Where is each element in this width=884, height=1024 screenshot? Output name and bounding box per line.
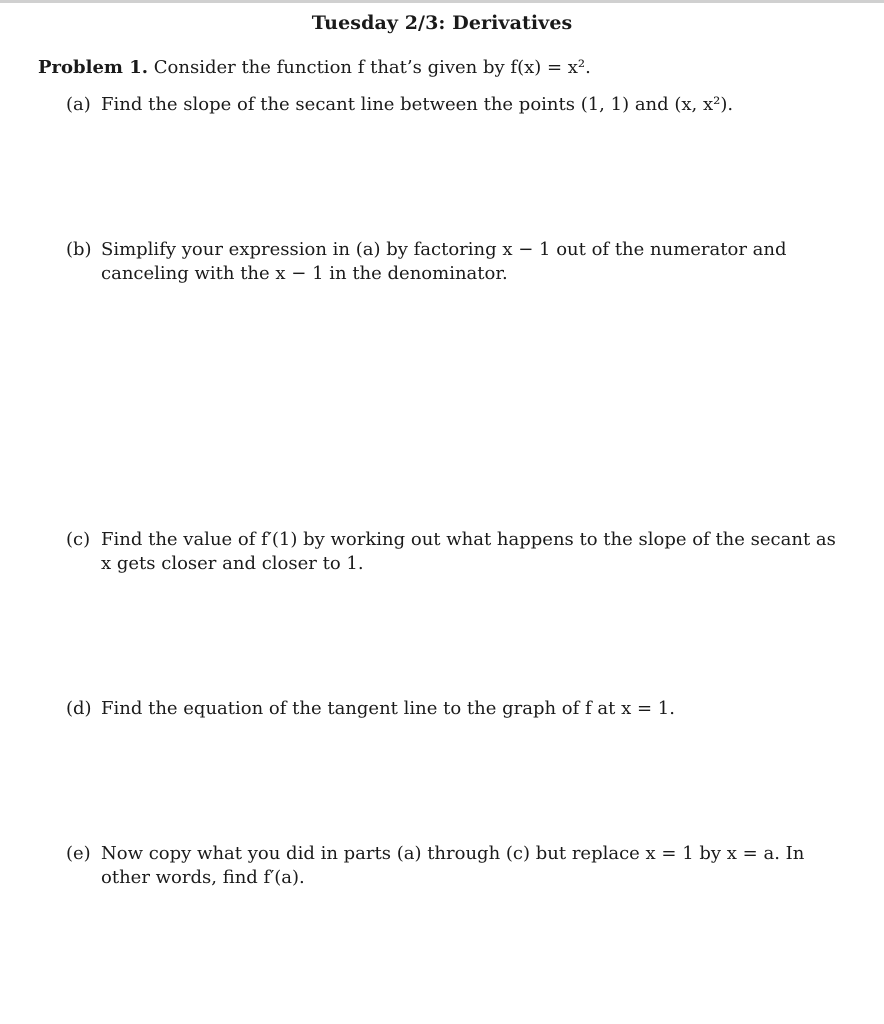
part-a — [66, 93, 836, 117]
part-text: Find the slope of the secant line between the points (1, 1) and (x, x²). — [101, 94, 734, 115]
problem-text: Consider the function f that’s given by f(x) = x². — [153, 57, 591, 78]
page-top-border — [0, 0, 884, 3]
problem-statement — [38, 57, 591, 78]
part-letter: (e) — [66, 843, 91, 864]
part-letter: (d) — [66, 698, 92, 719]
part-letter: (b) — [66, 239, 92, 260]
part-text: Now copy what you did in parts (a) through (c) but replace x = 1 by x = a. In other words, find f′(a). — [101, 843, 805, 888]
part-text: Find the value of f′(1) by working out what happens to the slope of the secant as x gets closer and closer to 1. — [101, 529, 836, 574]
part-text: Simplify your expression in (a) by factoring x − 1 out of the numerator and canceling with the x − 1 in the denominator. — [101, 239, 787, 284]
part-b — [66, 238, 836, 286]
part-d — [66, 697, 836, 721]
page-title: Tuesday 2/3: Derivatives — [311, 12, 573, 34]
part-e — [66, 842, 836, 890]
part-text: Find the equation of the tangent line to the graph of f at x = 1. — [101, 698, 675, 719]
part-letter: (a) — [66, 94, 91, 115]
part-c — [66, 528, 836, 576]
problem-label: Problem 1. — [38, 57, 149, 78]
part-letter: (c) — [66, 529, 91, 550]
